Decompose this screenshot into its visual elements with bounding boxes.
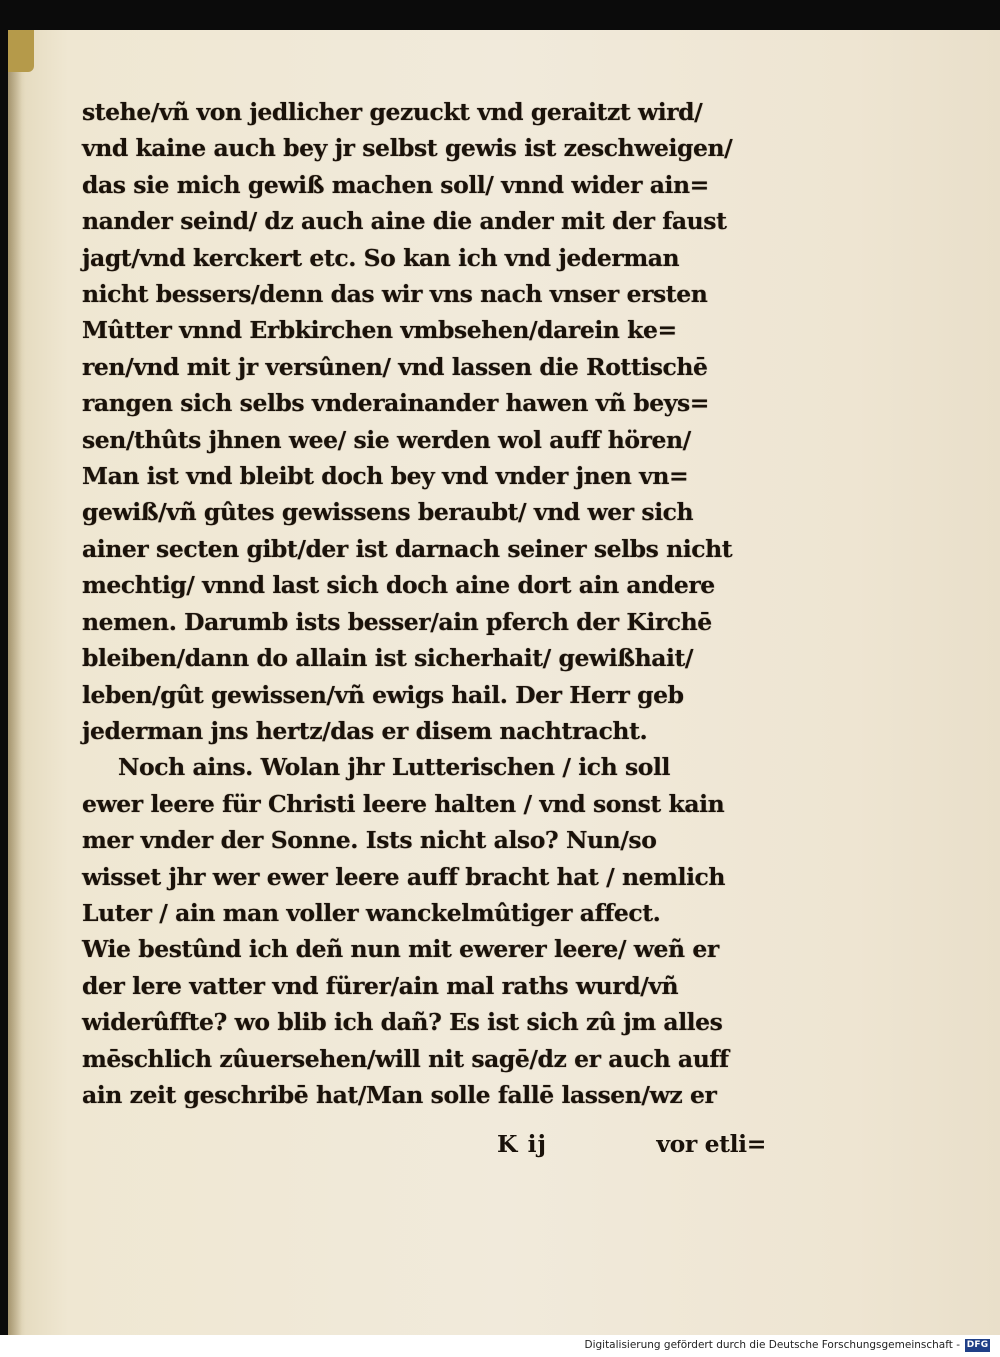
text-line: Man ist vnd bleibt doch bey vnd vnder jnen vn= — [82, 462, 689, 491]
text-line: ain zeit geschribē hat/Man solle fallē lassen/wz er — [82, 1080, 717, 1109]
text-line: mechtig/ vnnd last sich doch aine dort ain andere — [82, 571, 715, 600]
text-line: bleiben/dann do allain ist sicherhait/ gewißhait/ — [82, 644, 694, 673]
text-line: ren/vnd mit jr versûnen/ vnd lassen die Rottischē — [82, 352, 708, 381]
funding-credit: Digitalisierung gefördert durch die Deutsche Forschungsgemeinschaft - — [584, 1339, 960, 1351]
text-line: jagt/vnd kerckert etc. So kan ich vnd jederman — [82, 243, 680, 272]
text-line: nander seind/ dz auch aine die ander mit der faust — [82, 207, 727, 236]
text-line: Luter / ain man voller wanckelmûtiger affect. — [82, 898, 661, 927]
dfg-logo-icon: DFG — [966, 1340, 989, 1350]
text-line: nemen. Darumb ists besser/ain pferch der Kirchē — [82, 607, 712, 636]
text-line: rangen sich selbs vnderainander hawen vñ beys= — [82, 389, 709, 418]
text-line: gewiß/vñ gûtes gewissens beraubt/ vnd wer sich — [82, 498, 694, 527]
text-line: nicht bessers/denn das wir vns nach vnser ersten — [82, 280, 708, 309]
text-line: jederman jns hertz/das er disem nachtracht. — [82, 716, 648, 745]
text-line: mēschlich zûuersehen/will nit sagē/dz er auch auff — [82, 1044, 729, 1073]
text-line: widerûffte? wo blib ich dañ? Es ist sich zû jm alles — [82, 1008, 723, 1037]
text-line: sen/thûts jhnen wee/ sie werden wol auff hören/ — [82, 425, 691, 454]
text-line: vnd kaine auch bey jr selbst gewis ist zeschweigen/ — [82, 134, 733, 163]
page-corner-tab — [8, 30, 34, 72]
text-line: leben/gût gewissen/vñ ewigs hail. Der Herr geb — [82, 680, 684, 709]
text-line: ainer secten gibt/der ist darnach seiner selbs nicht — [82, 534, 733, 563]
credit-bar — [0, 1335, 1000, 1357]
text-line: mer vnder der Sonne. Ists nicht also? Nun/so — [82, 826, 657, 855]
page-footer — [82, 1124, 772, 1164]
text-line: wisset jhr wer ewer leere auff bracht hat / nemlich — [82, 862, 726, 891]
text-line: ewer leere für Christi leere halten / vnd sonst kain — [82, 789, 725, 818]
text-line: der lere vatter vnd fürer/ain mal raths wurd/vñ — [82, 971, 679, 1000]
text-line: Wie bestûnd ich deñ nun mit ewerer leere/ weñ er — [82, 935, 719, 964]
text-line: stehe/vñ von jedlicher gezuckt vnd geraitzt wird/ — [82, 98, 703, 126]
text-line: das sie mich gewiß machen soll/ vnnd wider ain= — [82, 170, 709, 199]
page-text — [82, 94, 772, 1113]
signature-mark: K ij — [497, 1130, 548, 1158]
paragraph-start-line: Noch ains. Wolan jhr Lutterischen / ich soll — [118, 753, 670, 782]
catchword: vor etli= — [656, 1130, 766, 1158]
text-line: Mûtter vnnd Erbkirchen vmbsehen/darein ke= — [82, 316, 677, 345]
